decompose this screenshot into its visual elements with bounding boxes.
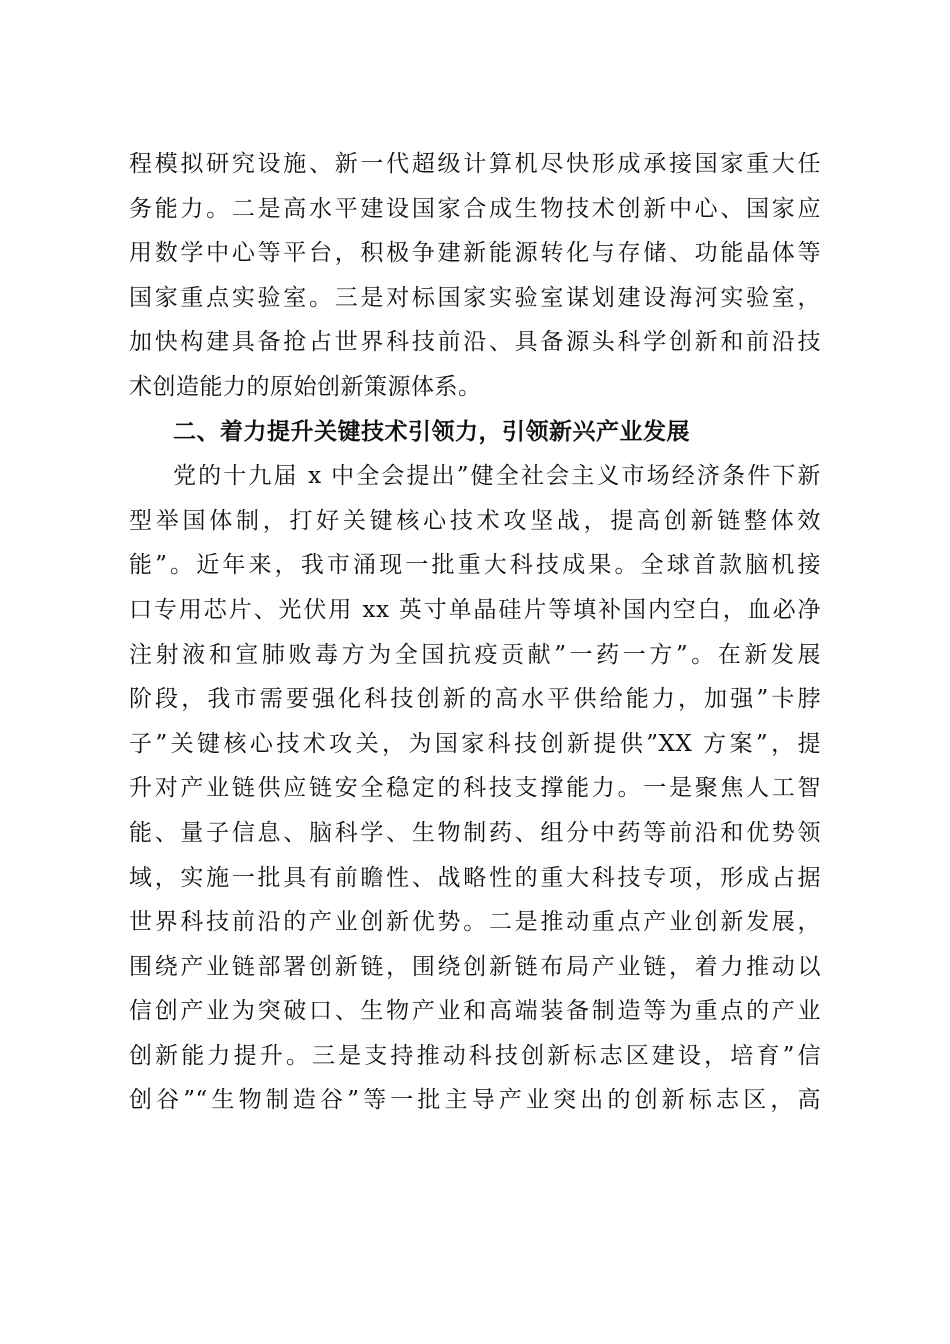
- paragraph-2-line-2: 型举国体制，打好关键核心技术攻坚战，提高创新链整体效: [129, 507, 821, 534]
- paragraph-1-line-3: 用数学中心等平台，积极争建新能源转化与存储、功能晶体等: [129, 240, 821, 267]
- paragraph-2: [129, 454, 821, 1123]
- paragraph-1-line-2: 务能力。二是高水平建设国家合成生物技术创新中心、国家应: [129, 195, 821, 222]
- paragraph-2-line-9: 能、量子信息、脑科学、生物制药、组分中药等前沿和优势领: [129, 819, 821, 846]
- paragraph-2-line-14: 创新能力提升。三是支持推动科技创新标志区建设，培育”信: [129, 1042, 821, 1069]
- paragraph-2-line-12: 围绕产业链部署创新链，围绕创新链布局产业链，着力推动以: [129, 953, 821, 980]
- paragraph-1-line-1: 程模拟研究设施、新一代超级计算机尽快形成承接国家重大任: [129, 151, 821, 177]
- paragraph-2-line-6: 阶段，我市需要强化科技创新的高水平供给能力，加强”卡脖: [129, 686, 821, 713]
- paragraph-2-line-11: 世界科技前沿的产业创新优势。二是推动重点产业创新发展，: [129, 909, 821, 936]
- paragraph-1-line-4: 国家重点实验室。三是对标国家实验室谋划建设海河实验室，: [129, 284, 821, 311]
- paragraph-2-line-15: 创谷”“生物制造谷”等一批主导产业突出的创新标志区，高: [129, 1087, 821, 1114]
- paragraph-2-line-4: 口专用芯片、光伏用 xx 英寸单晶硅片等填补国内空白，血必净: [129, 596, 821, 623]
- paragraph-1-line-6: 术创造能力的原始创新策源体系。: [129, 373, 482, 400]
- paragraph-2-line-3: 能”。近年来，我市涌现一批重大科技成果。全球首款脑机接: [129, 552, 821, 579]
- document-body: [129, 142, 821, 1123]
- paragraph-1-line-5: 加快构建具备抢占世界科技前沿、具备源头科学创新和前沿技: [129, 329, 821, 356]
- paragraph-2-line-5: 注射液和宣肺败毒方为全国抗疫贡献”一药一方”。在新发展: [129, 641, 821, 668]
- paragraph-2-line-8: 升对产业链供应链安全稳定的科技支撑能力。一是聚焦人工智: [129, 775, 821, 802]
- paragraph-2-line-1: 党的十九届 x 中全会提出”健全社会主义市场经济条件下新: [173, 463, 821, 490]
- section-heading: 二、着力提升关键技术引领力，引领新兴产业发展: [173, 418, 690, 445]
- paragraph-2-line-13: 信创产业为突破口、生物产业和高端装备制造等为重点的产业: [129, 998, 821, 1025]
- paragraph-1: [129, 142, 821, 410]
- paragraph-2-line-10: 域，实施一批具有前瞻性、战略性的重大科技专项，形成占据: [129, 864, 821, 891]
- paragraph-2-line-7: 子”关键核心技术攻关，为国家科技创新提供”XX 方案”，提: [129, 730, 821, 757]
